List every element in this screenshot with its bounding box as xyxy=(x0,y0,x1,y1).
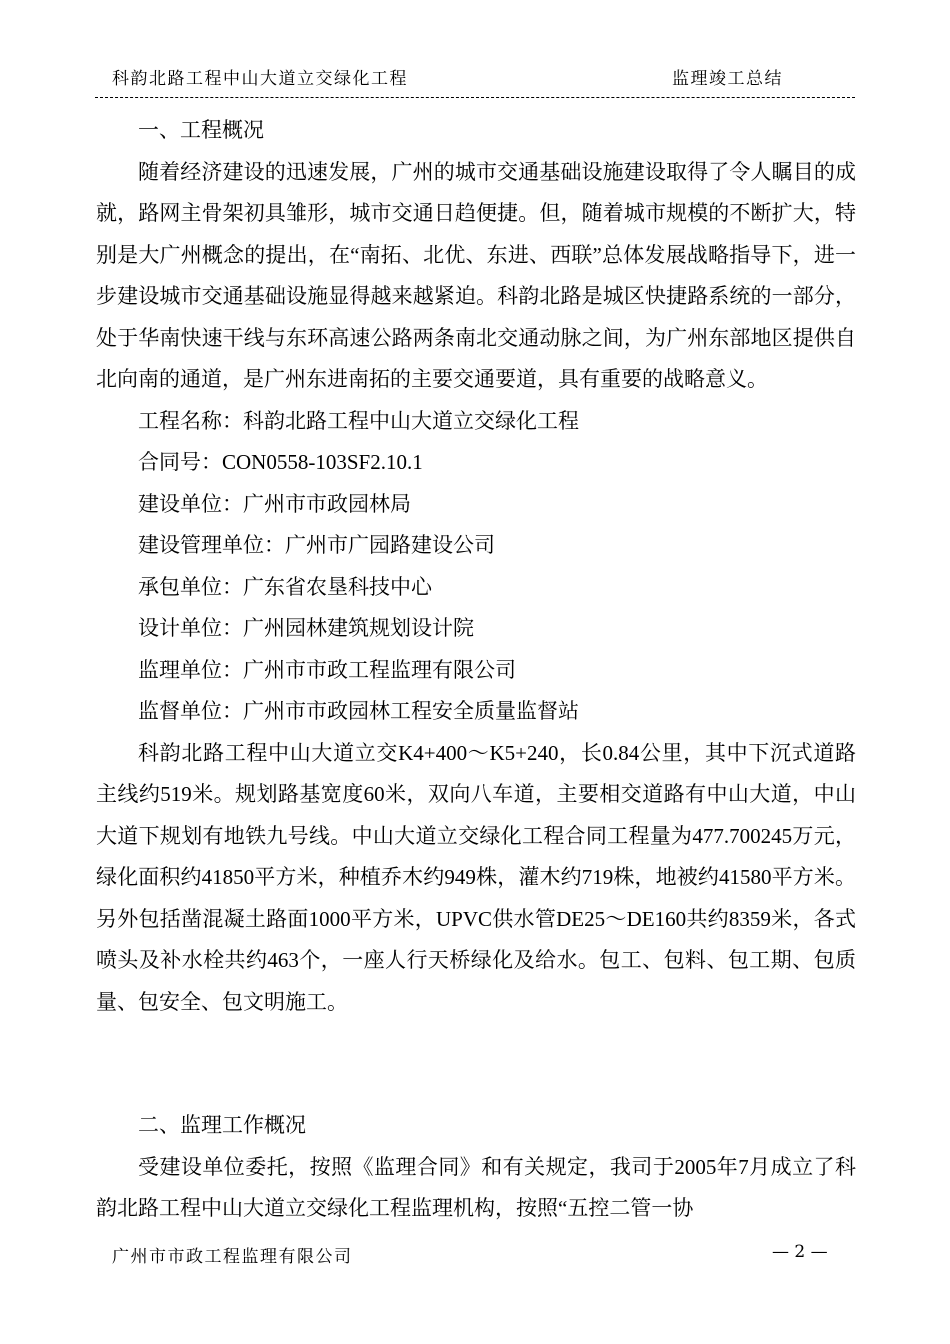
header-document-type: 监理竣工总结 xyxy=(672,69,783,89)
paragraph-project-detail: 科韵北路工程中山大道立交K4+400～K5+240，长0.84公里，其中下沉式道路主线约519米。规划路基宽度60米，双向八车道，主要相交道路有中山大道，中山大道下规划有地铁九号线。中山大道立交绿化工程合同工程量为477.700245万元，绿化面积约41850平方米，种植乔木约949株，灌木约719株，地被约41580平方米。另外包括凿混凝土路面1000平方米，UPVC供水管DE25～DE160共约8359米，各式喷头及补水栓共约463个，一座人行天桥绿化及给水。包工、包料、包工期、包质量、包安全、包文明施工。 xyxy=(96,740,856,1014)
section-supervision-overview xyxy=(96,1105,856,1230)
section-project-overview xyxy=(96,110,856,1023)
info-contractor: 承包单位：广东省农垦科技中心 xyxy=(138,574,432,599)
info-inspector: 监督单位：广州市市政园林工程安全质量监督站 xyxy=(138,699,579,723)
section-heading-supervision: 二、监理工作概况 xyxy=(138,1113,306,1137)
paragraph-intro: 随着经济建设的迅速发展，广州的城市交通基础设施建设取得了令人瞩目的成就，路网主骨架初具雏形，城市交通日趋便捷。但，随着城市规模的不断扩大，特别是大广州概念的提出，在“南拓、北优、东进、西联”总体发展战略指导下，进一步建设城市交通基础设施显得越来越紧迫。科韵北路是城区快捷路系统的一部分，处于华南快速干线与东环高速公路两条南北交通动脉之间，为广州东部地区提供自北向南的通道，是广州东进南拓的主要交通要道，具有重要的战略意义。 xyxy=(96,159,856,391)
info-contract-number: 合同号：CON0558-103SF2.10.1 xyxy=(138,450,423,474)
info-designer: 设计单位：广州园林建筑规划设计院 xyxy=(138,616,474,640)
info-construction-manager: 建设管理单位：广州市广园路建设公司 xyxy=(138,533,495,557)
header-project-title: 科韵北路工程中山大道立交绿化工程 xyxy=(112,69,408,89)
info-supervisor: 监理单位：广州市市政工程监理有限公司 xyxy=(138,657,516,682)
section-heading-overview: 一、工程概况 xyxy=(138,118,264,142)
footer-company: 广州市市政工程监理有限公司 xyxy=(112,1247,353,1267)
info-project-name: 工程名称：科韵北路工程中山大道立交绿化工程 xyxy=(138,408,579,433)
info-owner: 建设单位：广州市市政园林局 xyxy=(138,491,411,516)
footer-page-number: — 2 — xyxy=(772,1242,828,1262)
header-divider xyxy=(95,97,855,98)
paragraph-supervision-intro: 受建设单位委托，按照《监理合同》和有关规定，我司于2005年7月成立了科韵北路工程中山大道立交绿化工程监理机构，按照“五控二管一协 xyxy=(96,1154,856,1220)
